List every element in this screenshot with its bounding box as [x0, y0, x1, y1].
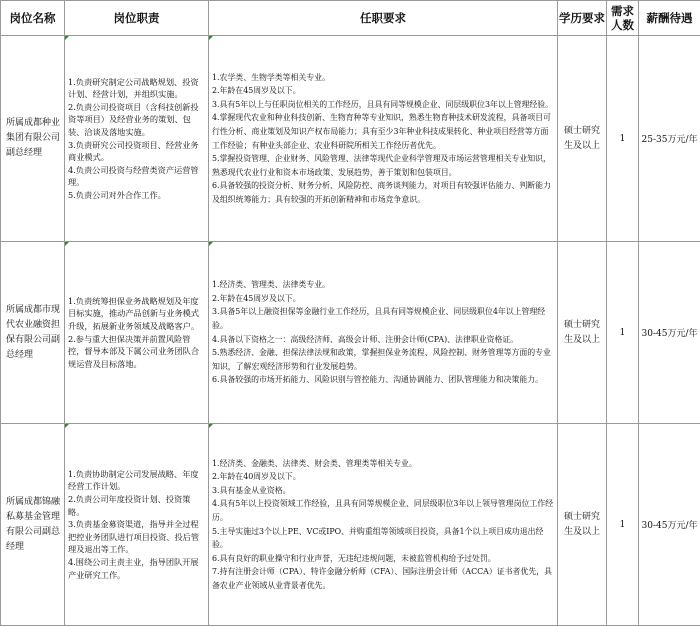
- duty-item: 1.负责统筹担保业务战略规划及年度目标实施，推动产品创新与业务模式升级，拓展新业务领域及战略客户。: [68, 295, 200, 331]
- corner-mark: [209, 242, 213, 246]
- table-row: [1, 36, 700, 242]
- headcount-cell: 1: [607, 242, 639, 424]
- position-cell: 所属成都市现代农业融资担保有限公司副总经理: [1, 242, 65, 424]
- salary-cell: 25-35万元/年: [639, 36, 700, 242]
- duties-cell: [65, 242, 209, 424]
- headcount-cell: 1: [607, 424, 639, 626]
- table-row: [1, 242, 700, 424]
- requirements-cell: [209, 242, 558, 424]
- headcount-cell: 1: [607, 36, 639, 242]
- corner-mark: [209, 424, 213, 428]
- header-education: 学历要求: [558, 1, 607, 36]
- requirement-item: 5.主导实施过3个以上PE、VC或IPO、并购重组等领域项目投资，具备1个以上项目成功退出经验。: [212, 526, 544, 550]
- header-salary: 薪酬待遇: [639, 1, 700, 36]
- duty-item: 3.负责基金募资渠道，指导并全过程把控业务团队进行项目投资、投后管理及退出等工作。: [68, 519, 200, 555]
- requirement-item: 2.年龄在40周岁及以下。: [212, 472, 301, 482]
- duty-item: 4.负责公司投资与经营类资产运营管理。: [68, 164, 199, 188]
- salary-cell: 30-45万元/年: [639, 242, 700, 424]
- position-cell: 所属成都种业集团有限公司副总经理: [1, 36, 65, 242]
- requirement-item: 6.具备较强的投资分析、财务分析、风险防控、商务谈判能力，对项目有较强评估能力、判断能力及组织统筹能力；具有较强的开拓创新精神和市场竞争意识。: [212, 181, 551, 204]
- header-headcount: [607, 1, 639, 36]
- requirements-cell: [209, 424, 558, 626]
- education-cell: 硕士研究生及以上: [558, 242, 607, 424]
- header-headcount-line2: 人数: [611, 18, 634, 32]
- header-headcount-line1: 需求: [611, 4, 634, 18]
- position-cell: 所属成都锦融私募基金管理有限公司副总经理: [1, 424, 65, 626]
- duties-cell: [65, 36, 209, 242]
- duties-cell: [65, 424, 209, 626]
- requirement-item: 3.具备5年以上融资担保等金融行业工作经历，且具有同等规模企业、同层级职位4年以上管理经验。: [212, 307, 546, 330]
- corner-mark: [209, 36, 213, 40]
- requirements-cell: [209, 36, 558, 242]
- requirement-item: 1.经济类、管理类、法律类专业。: [212, 280, 330, 290]
- duty-item: 3.负责研究公司投资项目、经营业务商业模式。: [68, 139, 199, 163]
- requirement-item: 5.掌握投资管理、企业财务、风险管理、法律等现代企业科学管理及市场运营管理相关专业知识，熟悉现代农业行业和资本市场政策、发展趋势，善于策划和包装项目。: [212, 154, 551, 177]
- requirement-item: 1.农学类、生物学类等相关专业。: [212, 72, 330, 82]
- table-row: [1, 424, 700, 626]
- requirement-item: 2.年龄在45周岁及以下。: [212, 293, 301, 303]
- corner-mark: [65, 36, 69, 40]
- duty-item: 1.负责协助制定公司发展战略、年度经营工作计划。: [68, 468, 199, 492]
- requirement-item: 7.持有注册会计师（CPA）、特许金融分析师（CFA）、国际注册会计师（ACCA）证书者优先，具备农业产业领域从业背景者优先。: [212, 567, 553, 590]
- requirement-item: 2.年龄在45周岁及以下。: [212, 86, 301, 96]
- requirement-item: 4.具有5年以上投资领域工作经验，且具有同等规模企业、同层级职位3年以上领导管理岗位工作经历。: [212, 499, 554, 522]
- duty-item: 1.负责研究制定公司战略规划、投资计划、经营计划，并组织实施。: [68, 76, 199, 100]
- duty-item: 2.参与重大担保决策并前置风险管控，督导本部及下属公司业务团队合规运营及目标落地。: [68, 333, 200, 369]
- requirement-item: 1.经济类、金融类、法律类、财会类、管理类等相关专业。: [212, 458, 417, 468]
- education-cell: 硕士研究生及以上: [558, 36, 607, 242]
- salary-cell: 30-45万元/年: [639, 424, 700, 626]
- duty-item: 5.负责公司对外合作工作。: [68, 189, 166, 200]
- requirement-item: 4.掌握现代农业和种业科技创新、生物育种等专业知识，熟悉生物育种技术研发流程，具备项目可行性分析、商业策划及知识产权布局能力；具有至少3年种业科技成果转化、种业项目经营等方面工作经验；有种业头部企业、农业科研院所相关工作经历者优先。: [212, 113, 551, 150]
- requirement-item: 3.具有5年以上与任职岗位相关的工作经历，且具有同等规模企业、同层级职位3年以上管理经验。: [212, 99, 554, 109]
- requirement-item: 5.熟悉经济、金融、担保法律法规和政策，掌握担保业务流程、风险控制、财务管理等方面的专业知识，了解宏观经济形势和行业发展趋势。: [212, 348, 551, 371]
- header-requirements: 任职要求: [209, 1, 558, 36]
- header-duties: 岗位职责: [65, 1, 209, 36]
- corner-mark: [65, 242, 69, 246]
- duty-item: 4.围绕公司主责主业，指导团队开展产业研究工作。: [68, 556, 199, 580]
- requirement-item: 3.具有基金从业资格。: [212, 485, 291, 495]
- education-cell: 硕士研究生及以上: [558, 424, 607, 626]
- duty-item: 2.负责公司年度投资计划、投资策略。: [68, 494, 191, 517]
- header-position: 岗位名称: [1, 1, 65, 36]
- requirement-item: 4.具备以下资格之一：高级经济师、高级会计师、注册会计师(CPA)、法律职业资格证。: [212, 334, 519, 344]
- corner-mark: [65, 424, 69, 428]
- requirement-item: 6.具有良好的职业操守和行业声誉，无违纪违规问题，未被监管机构给予过处罚。: [212, 553, 496, 563]
- requirement-item: 6.具备较强的市场开拓能力、风险识别与管控能力、沟通协调能力、团队管理能力和决策能力。: [212, 375, 544, 385]
- duty-item: 2.负责公司投资项目（含科技创新投资等项目）及经营业务的策划、包装、洽谈及落地实施。: [68, 101, 199, 137]
- header-row: [1, 1, 700, 36]
